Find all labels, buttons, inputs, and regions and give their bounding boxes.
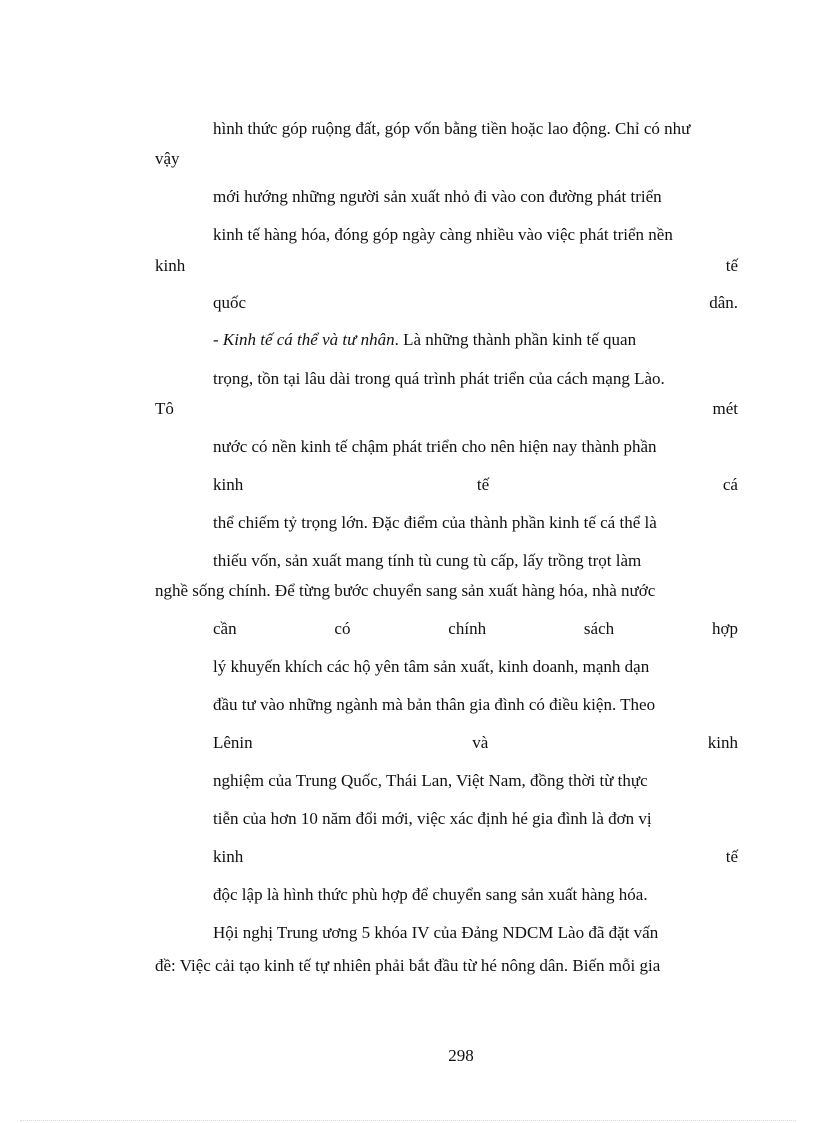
word: quốc xyxy=(213,293,247,312)
text-line xyxy=(213,618,738,640)
text-line xyxy=(155,255,738,277)
text-line: nghề sống chính. Để từng bước chuyển sang sản xuất hàng hóa, nhà nước xyxy=(155,581,656,600)
text-line: đầu tư vào những ngành mà bản thân gia đình có điều kiện. Theo xyxy=(213,695,656,714)
heading-text xyxy=(213,329,636,351)
text-line: vậy xyxy=(155,149,180,168)
word: có xyxy=(334,619,351,638)
word: tế xyxy=(725,847,738,866)
word: dân. xyxy=(709,293,738,312)
word: Tô xyxy=(155,399,174,418)
text-line: đề: Việc cải tạo kinh tế tự nhiên phải bắt đầu từ hé nông dân. Biến mỗi gia xyxy=(155,956,661,975)
dash: - xyxy=(213,330,223,349)
text-line: mới hướng những người sản xuất nhỏ đi vào con đường phát triển xyxy=(213,187,662,206)
word: hợp xyxy=(711,619,738,638)
word: và xyxy=(472,733,489,752)
text-line: tiễn của hơn 10 năm đổi mới, việc xác định hé gia đình là đơn vị xyxy=(213,809,652,828)
word: sách xyxy=(583,619,615,638)
text-line: kinh tế hàng hóa, đóng góp ngày càng nhiều vào việc phát triển nền xyxy=(213,225,673,244)
text-line xyxy=(213,846,738,868)
page-number: 298 xyxy=(448,1046,474,1065)
heading-rest: . Là những thành phần kinh tế quan xyxy=(394,330,637,349)
text-line: Hội nghị Trung ương 5 khóa IV của Đảng NDCM Lào đã đặt vấn xyxy=(213,923,659,942)
word: Lênin xyxy=(213,733,253,752)
word: tế xyxy=(476,475,490,494)
word: kinh xyxy=(155,256,186,275)
word: tế xyxy=(725,256,738,275)
page-bottom-border xyxy=(20,1120,796,1121)
text-line: lý khuyến khích các hộ yên tâm sản xuất, kinh doanh, mạnh dạn xyxy=(213,657,650,676)
word: cá xyxy=(722,475,738,494)
word: kinh xyxy=(707,733,738,752)
text-line: độc lập là hình thức phù hợp để chuyển sang sản xuất hàng hóa. xyxy=(213,885,648,904)
text-line: thể chiếm tỷ trọng lớn. Đặc điểm của thành phần kinh tế cá thể là xyxy=(213,513,657,532)
text-line xyxy=(213,474,738,496)
word: cần xyxy=(213,619,237,638)
text-line: nước có nền kinh tế chậm phát triển cho nên hiện nay thành phần xyxy=(213,437,657,456)
text-line: hình thức góp ruộng đất, góp vốn bằng tiền hoặc lao động. Chỉ có như xyxy=(213,119,691,138)
word: kinh xyxy=(213,847,244,866)
section-heading-line xyxy=(213,329,738,351)
text-line xyxy=(213,292,738,314)
word: kinh xyxy=(213,475,244,494)
text-line xyxy=(213,732,738,754)
text-line: trọng, tồn tại lâu dài trong quá trình phát triển của cách mạng Lào. xyxy=(213,369,665,388)
text-line xyxy=(155,398,738,420)
text-line: thiếu vốn, sản xuất mang tính tù cung tù cấp, lấy trồng trọt làm xyxy=(213,551,642,570)
word: mét xyxy=(712,399,738,418)
word: chính xyxy=(448,619,487,638)
italic-heading: Kinh tế cá thể và tư nhân xyxy=(222,330,395,349)
text-line: nghiệm của Trung Quốc, Thái Lan, Việt Nam, đồng thời từ thực xyxy=(213,771,648,790)
